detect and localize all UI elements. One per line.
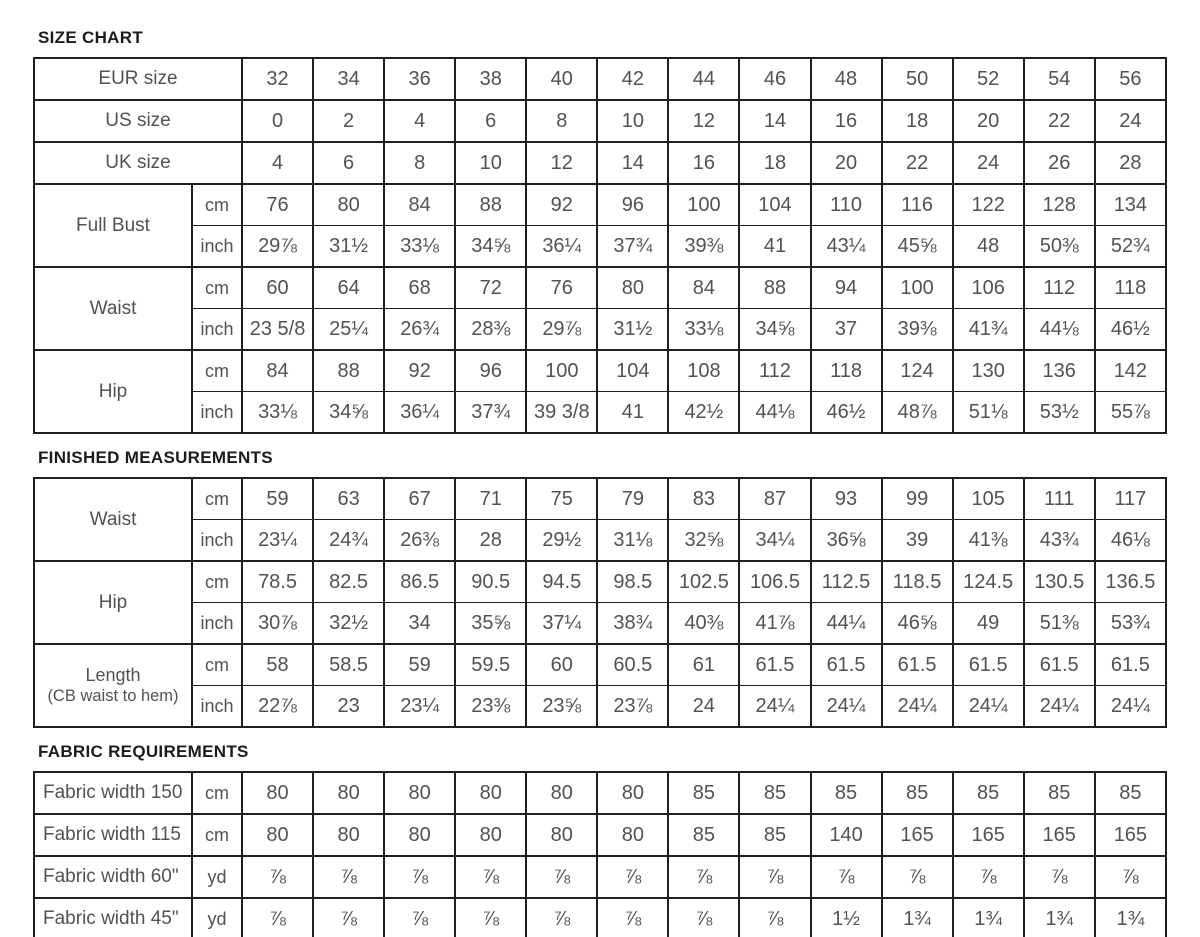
value-cell: 78.5 bbox=[242, 561, 313, 603]
value-cell: 23⅝ bbox=[526, 686, 597, 728]
value-cell: 16 bbox=[668, 142, 739, 184]
value-cell: 76 bbox=[242, 184, 313, 226]
value-cell: 79 bbox=[597, 478, 668, 520]
value-cell: ⅞ bbox=[739, 898, 810, 937]
value-cell: 39⅜ bbox=[882, 309, 953, 351]
value-cell: 22 bbox=[882, 142, 953, 184]
value-cell: 124.5 bbox=[953, 561, 1024, 603]
value-cell: 80 bbox=[384, 814, 455, 856]
value-cell: 34 bbox=[384, 603, 455, 645]
value-cell: 45⅝ bbox=[882, 226, 953, 268]
value-cell: 80 bbox=[313, 772, 384, 814]
value-cell: 142 bbox=[1095, 350, 1166, 392]
value-cell: 93 bbox=[811, 478, 882, 520]
row-label: Fabric width 45" bbox=[34, 898, 192, 937]
value-cell: 94 bbox=[811, 267, 882, 309]
value-cell: 104 bbox=[597, 350, 668, 392]
value-cell: 85 bbox=[953, 772, 1024, 814]
value-cell: 85 bbox=[668, 814, 739, 856]
value-cell: 41¾ bbox=[953, 309, 1024, 351]
value-cell: 80 bbox=[313, 184, 384, 226]
fabric-requirements-table bbox=[33, 771, 1167, 937]
value-cell: 106.5 bbox=[739, 561, 810, 603]
value-cell: ⅞ bbox=[668, 898, 739, 937]
value-cell: 26¾ bbox=[384, 309, 455, 351]
value-cell: 122 bbox=[953, 184, 1024, 226]
value-cell: 44 bbox=[668, 58, 739, 100]
value-cell: 71 bbox=[455, 478, 526, 520]
value-cell: 23 bbox=[313, 686, 384, 728]
value-cell: 80 bbox=[597, 772, 668, 814]
value-cell: 75 bbox=[526, 478, 597, 520]
value-cell: 165 bbox=[882, 814, 953, 856]
value-cell: 80 bbox=[242, 814, 313, 856]
value-cell: 165 bbox=[953, 814, 1024, 856]
value-cell: 99 bbox=[882, 478, 953, 520]
value-cell: 24¼ bbox=[953, 686, 1024, 728]
value-cell: 59 bbox=[242, 478, 313, 520]
value-cell: 16 bbox=[811, 100, 882, 142]
value-cell: ⅞ bbox=[668, 856, 739, 898]
value-cell: 96 bbox=[455, 350, 526, 392]
value-cell: 108 bbox=[668, 350, 739, 392]
value-cell: 29⅞ bbox=[242, 226, 313, 268]
value-cell: 116 bbox=[882, 184, 953, 226]
value-cell: ⅞ bbox=[313, 856, 384, 898]
value-cell: 23¼ bbox=[384, 686, 455, 728]
value-cell: 52¾ bbox=[1095, 226, 1166, 268]
row-label: Fabric width 150 bbox=[34, 772, 192, 814]
row-label: Hip bbox=[34, 350, 192, 433]
value-cell: 80 bbox=[455, 814, 526, 856]
value-cell: 38¾ bbox=[597, 603, 668, 645]
value-cell: 111 bbox=[1024, 478, 1095, 520]
value-cell: 96 bbox=[597, 184, 668, 226]
value-cell: 24 bbox=[1095, 100, 1166, 142]
value-cell: 14 bbox=[739, 100, 810, 142]
value-cell: 61 bbox=[668, 644, 739, 686]
value-cell: 80 bbox=[242, 772, 313, 814]
value-cell: 39⅜ bbox=[668, 226, 739, 268]
value-cell: 22 bbox=[1024, 100, 1095, 142]
value-cell: 29⅞ bbox=[526, 309, 597, 351]
value-cell: 37¾ bbox=[597, 226, 668, 268]
value-cell: 41 bbox=[597, 392, 668, 434]
value-cell: 36¼ bbox=[384, 392, 455, 434]
value-cell: 98.5 bbox=[597, 561, 668, 603]
value-cell: ⅞ bbox=[242, 856, 313, 898]
value-cell: 31½ bbox=[313, 226, 384, 268]
value-cell: 1½ bbox=[811, 898, 882, 937]
value-cell: ⅞ bbox=[526, 898, 597, 937]
value-cell: 43¼ bbox=[811, 226, 882, 268]
value-cell: 34⅝ bbox=[455, 226, 526, 268]
value-cell: 128 bbox=[1024, 184, 1095, 226]
value-cell: 32⅝ bbox=[668, 520, 739, 562]
row-label: Waist bbox=[34, 478, 192, 561]
value-cell: 63 bbox=[313, 478, 384, 520]
value-cell: 28⅜ bbox=[455, 309, 526, 351]
value-cell: ⅞ bbox=[1024, 856, 1095, 898]
value-cell: 52 bbox=[953, 58, 1024, 100]
value-cell: 10 bbox=[597, 100, 668, 142]
value-cell: 14 bbox=[597, 142, 668, 184]
value-cell: 88 bbox=[313, 350, 384, 392]
fabric-requirements-title: FABRIC REQUIREMENTS bbox=[38, 742, 249, 761]
unit-label: inch bbox=[192, 392, 242, 434]
row-label: Length (CB waist to hem) bbox=[34, 644, 192, 727]
value-cell: 53½ bbox=[1024, 392, 1095, 434]
value-cell: 48 bbox=[811, 58, 882, 100]
value-cell: 58.5 bbox=[313, 644, 384, 686]
value-cell: 46 bbox=[739, 58, 810, 100]
value-cell: 34⅝ bbox=[739, 309, 810, 351]
value-cell: ⅞ bbox=[739, 856, 810, 898]
value-cell: 88 bbox=[739, 267, 810, 309]
value-cell: 86.5 bbox=[384, 561, 455, 603]
finished-measurements-table bbox=[33, 477, 1167, 728]
value-cell: 29½ bbox=[526, 520, 597, 562]
value-cell: 118 bbox=[1095, 267, 1166, 309]
value-cell: 82.5 bbox=[313, 561, 384, 603]
value-cell: 46⅝ bbox=[882, 603, 953, 645]
value-cell: 24¼ bbox=[882, 686, 953, 728]
value-cell: 87 bbox=[739, 478, 810, 520]
value-cell: 34¼ bbox=[739, 520, 810, 562]
value-cell: 24¾ bbox=[313, 520, 384, 562]
value-cell: 60 bbox=[526, 644, 597, 686]
value-cell: 31⅛ bbox=[597, 520, 668, 562]
value-cell: 1¾ bbox=[1024, 898, 1095, 937]
value-cell: 68 bbox=[384, 267, 455, 309]
value-cell: ⅞ bbox=[242, 898, 313, 937]
value-cell: 134 bbox=[1095, 184, 1166, 226]
value-cell: 90.5 bbox=[455, 561, 526, 603]
value-cell: 35⅝ bbox=[455, 603, 526, 645]
value-cell: 44⅛ bbox=[1024, 309, 1095, 351]
value-cell: 112 bbox=[739, 350, 810, 392]
value-cell: 2 bbox=[313, 100, 384, 142]
value-cell: 34 bbox=[313, 58, 384, 100]
value-cell: 31½ bbox=[597, 309, 668, 351]
value-cell: 6 bbox=[313, 142, 384, 184]
value-cell: 1¾ bbox=[882, 898, 953, 937]
value-cell: 37 bbox=[811, 309, 882, 351]
value-cell: 88 bbox=[455, 184, 526, 226]
value-cell: 48⅞ bbox=[882, 392, 953, 434]
value-cell: 61.5 bbox=[1095, 644, 1166, 686]
row-label: Fabric width 115 bbox=[34, 814, 192, 856]
value-cell: 76 bbox=[526, 267, 597, 309]
value-cell: 80 bbox=[597, 267, 668, 309]
value-cell: 32½ bbox=[313, 603, 384, 645]
value-cell: 18 bbox=[739, 142, 810, 184]
value-cell: 117 bbox=[1095, 478, 1166, 520]
value-cell: 41⅜ bbox=[953, 520, 1024, 562]
value-cell: 83 bbox=[668, 478, 739, 520]
row-label: US size bbox=[34, 100, 242, 142]
value-cell: 34⅝ bbox=[313, 392, 384, 434]
value-cell: 1¾ bbox=[1095, 898, 1166, 937]
value-cell: 104 bbox=[739, 184, 810, 226]
value-cell: 56 bbox=[1095, 58, 1166, 100]
value-cell: 33⅛ bbox=[384, 226, 455, 268]
value-cell: 8 bbox=[384, 142, 455, 184]
unit-label: cm bbox=[192, 561, 242, 603]
value-cell: 54 bbox=[1024, 58, 1095, 100]
unit-label: yd bbox=[192, 856, 242, 898]
value-cell: 6 bbox=[455, 100, 526, 142]
value-cell: 80 bbox=[526, 772, 597, 814]
value-cell: 80 bbox=[384, 772, 455, 814]
value-cell: 36 bbox=[384, 58, 455, 100]
value-cell: ⅞ bbox=[953, 856, 1024, 898]
value-cell: 72 bbox=[455, 267, 526, 309]
value-cell: 94.5 bbox=[526, 561, 597, 603]
value-cell: 24¼ bbox=[1024, 686, 1095, 728]
value-cell: 42½ bbox=[668, 392, 739, 434]
row-label: Hip bbox=[34, 561, 192, 644]
value-cell: 84 bbox=[384, 184, 455, 226]
value-cell: 20 bbox=[811, 142, 882, 184]
value-cell: 10 bbox=[455, 142, 526, 184]
value-cell: 112.5 bbox=[811, 561, 882, 603]
value-cell: 44⅛ bbox=[739, 392, 810, 434]
value-cell: 28 bbox=[1095, 142, 1166, 184]
value-cell: 26 bbox=[1024, 142, 1095, 184]
value-cell: 37¼ bbox=[526, 603, 597, 645]
value-cell: 61.5 bbox=[882, 644, 953, 686]
value-cell: 46½ bbox=[1095, 309, 1166, 351]
value-cell: 24¼ bbox=[811, 686, 882, 728]
unit-label: yd bbox=[192, 898, 242, 937]
value-cell: ⅞ bbox=[811, 856, 882, 898]
value-cell: ⅞ bbox=[597, 856, 668, 898]
value-cell: 130 bbox=[953, 350, 1024, 392]
unit-label: cm bbox=[192, 184, 242, 226]
value-cell: 28 bbox=[455, 520, 526, 562]
value-cell: 23 5/8 bbox=[242, 309, 313, 351]
value-cell: 85 bbox=[1095, 772, 1166, 814]
value-cell: ⅞ bbox=[455, 898, 526, 937]
finished-measurements-title: FINISHED MEASUREMENTS bbox=[38, 448, 273, 467]
unit-label: inch bbox=[192, 226, 242, 268]
value-cell: 49 bbox=[953, 603, 1024, 645]
unit-label: cm bbox=[192, 814, 242, 856]
value-cell: 24¼ bbox=[739, 686, 810, 728]
value-cell: 12 bbox=[526, 142, 597, 184]
value-cell: 39 bbox=[882, 520, 953, 562]
value-cell: 40⅜ bbox=[668, 603, 739, 645]
value-cell: 12 bbox=[668, 100, 739, 142]
value-cell: 165 bbox=[1024, 814, 1095, 856]
value-cell: 100 bbox=[526, 350, 597, 392]
value-cell: 4 bbox=[242, 142, 313, 184]
value-cell: 64 bbox=[313, 267, 384, 309]
value-cell: 37¾ bbox=[455, 392, 526, 434]
value-cell: 24 bbox=[953, 142, 1024, 184]
value-cell: 36⅝ bbox=[811, 520, 882, 562]
unit-label: cm bbox=[192, 644, 242, 686]
value-cell: 110 bbox=[811, 184, 882, 226]
value-cell: ⅞ bbox=[882, 856, 953, 898]
value-cell: 80 bbox=[526, 814, 597, 856]
value-cell: 136.5 bbox=[1095, 561, 1166, 603]
unit-label: inch bbox=[192, 520, 242, 562]
value-cell: 100 bbox=[882, 267, 953, 309]
value-cell: 23⅞ bbox=[597, 686, 668, 728]
value-cell: 30⅞ bbox=[242, 603, 313, 645]
row-label: Fabric width 60" bbox=[34, 856, 192, 898]
value-cell: 80 bbox=[597, 814, 668, 856]
value-cell: 92 bbox=[526, 184, 597, 226]
value-cell: 43¾ bbox=[1024, 520, 1095, 562]
value-cell: 48 bbox=[953, 226, 1024, 268]
value-cell: 61.5 bbox=[739, 644, 810, 686]
value-cell: 84 bbox=[242, 350, 313, 392]
value-cell: 85 bbox=[1024, 772, 1095, 814]
value-cell: 61.5 bbox=[1024, 644, 1095, 686]
value-cell: 59 bbox=[384, 644, 455, 686]
unit-label: cm bbox=[192, 350, 242, 392]
value-cell: 46½ bbox=[811, 392, 882, 434]
row-label: Waist bbox=[34, 267, 192, 350]
row-label: EUR size bbox=[34, 58, 242, 100]
value-cell: 85 bbox=[811, 772, 882, 814]
value-cell: 32 bbox=[242, 58, 313, 100]
value-cell: 67 bbox=[384, 478, 455, 520]
value-cell: ⅞ bbox=[1095, 856, 1166, 898]
value-cell: 50⅜ bbox=[1024, 226, 1095, 268]
value-cell: 23⅜ bbox=[455, 686, 526, 728]
value-cell: 80 bbox=[455, 772, 526, 814]
value-cell: 136 bbox=[1024, 350, 1095, 392]
value-cell: 33⅛ bbox=[668, 309, 739, 351]
value-cell: 85 bbox=[739, 772, 810, 814]
unit-label: cm bbox=[192, 478, 242, 520]
value-cell: 46⅛ bbox=[1095, 520, 1166, 562]
finished-measurements-body bbox=[34, 478, 1166, 727]
value-cell: 55⅞ bbox=[1095, 392, 1166, 434]
value-cell: 85 bbox=[882, 772, 953, 814]
value-cell: 118.5 bbox=[882, 561, 953, 603]
value-cell: 25¼ bbox=[313, 309, 384, 351]
value-cell: 42 bbox=[597, 58, 668, 100]
value-cell: 26⅜ bbox=[384, 520, 455, 562]
row-label: Full Bust bbox=[34, 184, 192, 267]
value-cell: 18 bbox=[882, 100, 953, 142]
value-cell: 24¼ bbox=[1095, 686, 1166, 728]
fabric-requirements-body bbox=[34, 772, 1166, 937]
value-cell: 60.5 bbox=[597, 644, 668, 686]
value-cell: 61.5 bbox=[811, 644, 882, 686]
value-cell: ⅞ bbox=[455, 856, 526, 898]
row-label: UK size bbox=[34, 142, 242, 184]
unit-label: cm bbox=[192, 772, 242, 814]
value-cell: 4 bbox=[384, 100, 455, 142]
value-cell: 24 bbox=[668, 686, 739, 728]
value-cell: ⅞ bbox=[526, 856, 597, 898]
value-cell: 59.5 bbox=[455, 644, 526, 686]
value-cell: 41 bbox=[739, 226, 810, 268]
value-cell: 38 bbox=[455, 58, 526, 100]
value-cell: 22⅞ bbox=[242, 686, 313, 728]
value-cell: 106 bbox=[953, 267, 1024, 309]
value-cell: 44¼ bbox=[811, 603, 882, 645]
value-cell: 23¼ bbox=[242, 520, 313, 562]
value-cell: 41⅞ bbox=[739, 603, 810, 645]
value-cell: 8 bbox=[526, 100, 597, 142]
value-cell: 124 bbox=[882, 350, 953, 392]
value-cell: 165 bbox=[1095, 814, 1166, 856]
unit-label: cm bbox=[192, 267, 242, 309]
size-chart-table bbox=[33, 57, 1167, 434]
value-cell: 0 bbox=[242, 100, 313, 142]
value-cell: 20 bbox=[953, 100, 1024, 142]
unit-label: inch bbox=[192, 686, 242, 728]
value-cell: 51⅛ bbox=[953, 392, 1024, 434]
value-cell: 105 bbox=[953, 478, 1024, 520]
value-cell: ⅞ bbox=[313, 898, 384, 937]
value-cell: ⅞ bbox=[384, 898, 455, 937]
value-cell: 112 bbox=[1024, 267, 1095, 309]
value-cell: 61.5 bbox=[953, 644, 1024, 686]
value-cell: 92 bbox=[384, 350, 455, 392]
value-cell: 33⅛ bbox=[242, 392, 313, 434]
value-cell: 40 bbox=[526, 58, 597, 100]
value-cell: 85 bbox=[739, 814, 810, 856]
value-cell: 60 bbox=[242, 267, 313, 309]
size-chart-title: SIZE CHART bbox=[38, 28, 143, 47]
value-cell: 53¾ bbox=[1095, 603, 1166, 645]
value-cell: 51⅜ bbox=[1024, 603, 1095, 645]
value-cell: ⅞ bbox=[597, 898, 668, 937]
value-cell: 100 bbox=[668, 184, 739, 226]
size-chart-body bbox=[34, 58, 1166, 433]
value-cell: 1¾ bbox=[953, 898, 1024, 937]
value-cell: 140 bbox=[811, 814, 882, 856]
value-cell: 36¼ bbox=[526, 226, 597, 268]
value-cell: 39 3/8 bbox=[526, 392, 597, 434]
value-cell: 80 bbox=[313, 814, 384, 856]
unit-label: inch bbox=[192, 603, 242, 645]
value-cell: 130.5 bbox=[1024, 561, 1095, 603]
value-cell: ⅞ bbox=[384, 856, 455, 898]
value-cell: 50 bbox=[882, 58, 953, 100]
value-cell: 118 bbox=[811, 350, 882, 392]
value-cell: 102.5 bbox=[668, 561, 739, 603]
value-cell: 58 bbox=[242, 644, 313, 686]
unit-label: inch bbox=[192, 309, 242, 351]
value-cell: 84 bbox=[668, 267, 739, 309]
value-cell: 85 bbox=[668, 772, 739, 814]
